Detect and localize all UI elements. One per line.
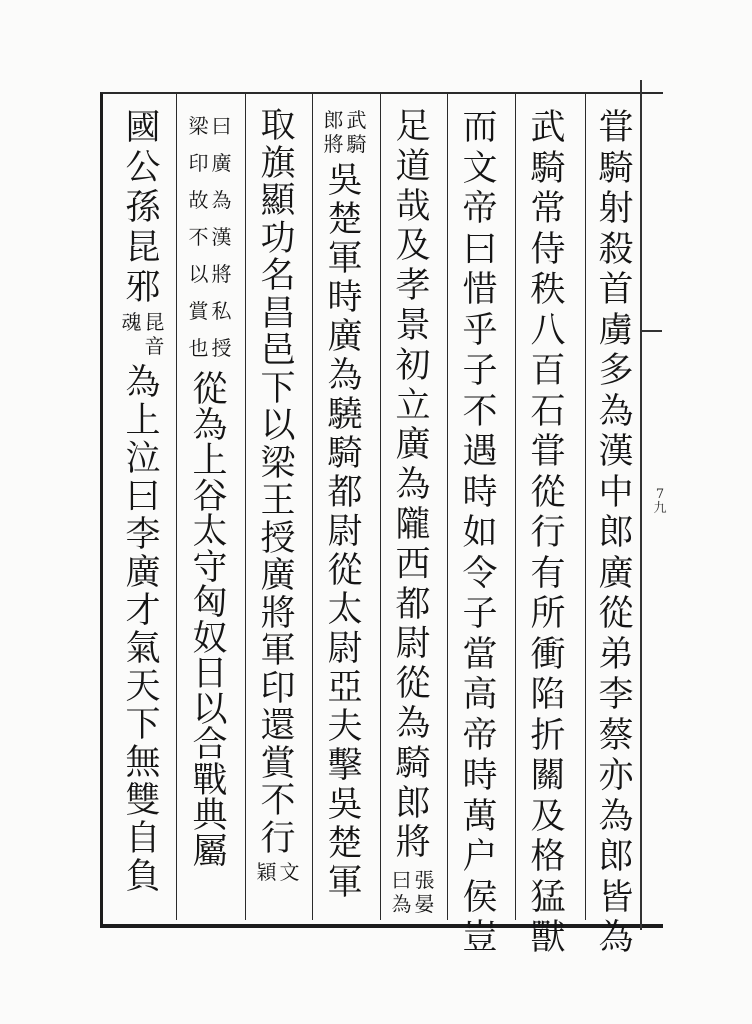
text-column-8 (115, 108, 171, 896)
note-left-line: 曰為 (391, 868, 412, 917)
note-right-line: 文 (279, 860, 300, 884)
text-column-3 (452, 108, 508, 959)
interlinear-note (392, 868, 435, 916)
column-rule (245, 94, 246, 920)
text-column-5 (317, 108, 373, 903)
interlinear-note (257, 860, 300, 884)
column-rule (380, 94, 381, 920)
column-rule (515, 94, 516, 920)
note-right-line: 武騎 (346, 108, 367, 156)
column-rule (447, 94, 448, 920)
interlinear-note (324, 108, 367, 156)
note-left-line: 穎 (256, 860, 277, 884)
column-rule (585, 94, 586, 920)
note-left-line: 郎將 (323, 108, 344, 156)
text-column-7 (182, 108, 238, 870)
note-right-line: 曰廣為漢將私授 (211, 114, 232, 360)
main-text: 足道哉及孝景初立廣為隴西都尉從為騎郎將 (395, 107, 431, 864)
column-rule (176, 94, 177, 920)
main-text: 武騎常侍秩八百石甞從行有所衝陷折關及格猛獸 (530, 108, 566, 958)
interlinear-note (122, 310, 165, 358)
text-column-6 (250, 108, 306, 884)
text-column-4 (385, 108, 441, 916)
main-text: 為上泣曰李廣才氣天下無雙自負 (125, 363, 161, 897)
main-text: 從為上谷太守匈奴日以合戰典屬 (192, 370, 228, 872)
main-text: 取旗顯功名昌邑下以梁王授廣將軍印還賞不行 (260, 106, 296, 859)
text-column-1 (588, 108, 644, 959)
text-column-2 (520, 108, 576, 959)
interlinear-note (189, 108, 232, 367)
column-rule (312, 94, 313, 920)
note-left-line: 魂 (121, 310, 142, 334)
main-text: 吳楚軍時廣為驍騎都尉從太尉亞夫擊吳楚軍 (327, 161, 363, 903)
main-text: 而文帝曰惜乎子不遇時如令子當高帝時萬户侯豈 (462, 108, 498, 958)
fold-upper-box (642, 80, 662, 332)
main-text: 國公孫昆邪 (125, 108, 161, 308)
note-left-line: 梁印故不以賞也 (188, 114, 209, 360)
note-right-line: 昆音 (144, 310, 165, 358)
note-right-line: 張晏 (414, 868, 435, 917)
main-text: 甞騎射殺首虜多為漢中郎廣從弟李蔡亦為郎皆為 (598, 108, 634, 958)
margin-page-mark: 7九 (653, 487, 667, 516)
